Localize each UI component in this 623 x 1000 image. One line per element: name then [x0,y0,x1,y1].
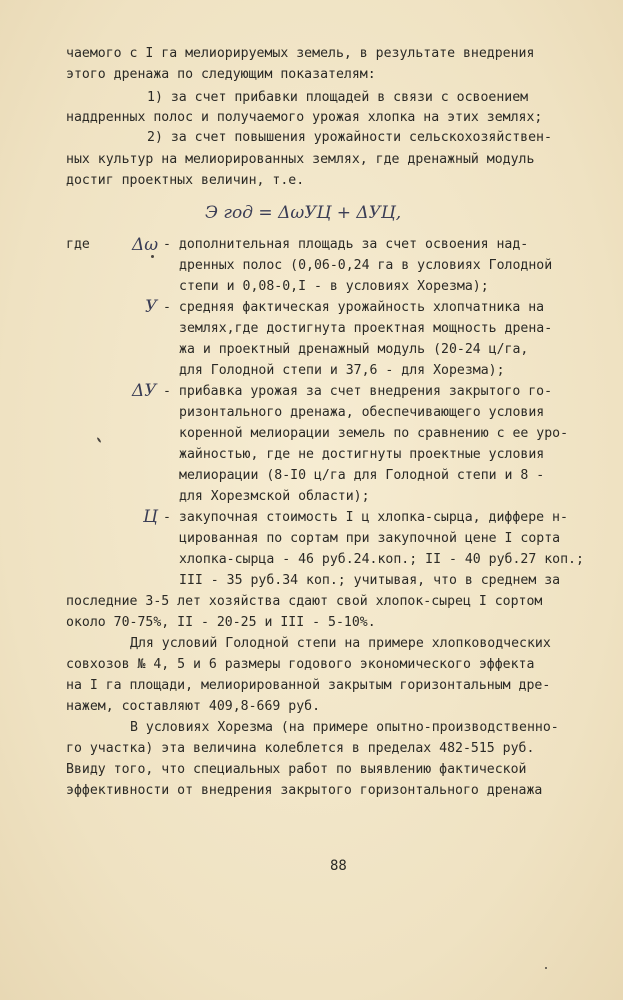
symbol-delta-omega: Δω [132,235,159,255]
definition-line: землях,где достигнута проектная мощность дрена- [179,321,553,336]
symbol-u: У [145,297,158,317]
text-line: В условиях Хорезма (на примере опытно-производственно- [130,720,559,735]
scan-speck [96,437,101,443]
definition-line: степи и 0,08-0,I - в условиях Хорезма); [179,279,489,294]
definition-line: цированная по сортам при закупочной цене I сорта [179,531,561,546]
definition-line: - средняя фактическая урожайность хлопчатника на [163,300,545,315]
text-line: этого дренажа по следующим показателям: [66,67,376,82]
scan-speck [151,255,154,258]
text-line: эффективности от внедрения закрытого горизонтального дренажа [66,783,543,798]
page-number: 88 [330,858,347,874]
text-line: на I га площади, мелиорированной закрытым горизонтальным дре- [66,678,551,693]
text-line: 1) за счет прибавки площадей в связи с освоением [147,90,529,105]
text-line: ных культур на мелиорированных землях, где дренажный модуль [66,152,535,167]
scan-speck [545,967,547,969]
definition-line: - закупочная стоимость I ц хлопка-сырца, диффере н- [163,510,568,525]
text-line: наддренных полос и получаемого урожая хлопка на этих землях; [66,110,543,125]
definition-line: жа и проектный дренажный модуль (20-24 ц/га, [179,342,529,357]
text-line: чаемого с I га мелиорируемых земель, в результате внедрения [66,46,535,61]
symbol-delta-u: ΔУ [132,381,157,401]
definition-line: ризонтального дренажа, обеспечивающего условия [179,405,545,420]
text-line: около 70-75%, II - 20-25 и III - 5-10%. [66,615,376,630]
text-line: Ввиду того, что специальных работ по выявлению фактической [66,762,527,777]
text-line: нажем, составляют 409,8-669 руб. [66,699,321,714]
definition-line: жайностью, где не достигнуты проектные условия [179,447,545,462]
text-line: го участка) эта величина колеблется в пределах 482-515 руб. [66,741,535,756]
text-line: совхозов № 4, 5 и 6 размеры годового экономического эффекта [66,657,535,672]
definition-line: хлопка-сырца - 46 руб.24.коп.; II - 40 руб.27 коп.; [179,552,584,567]
text-line: последние 3-5 лет хозяйства сдают свой хлопок-сырец I сортом [66,594,543,609]
text-line: Для условий Голодной степи на примере хлопководческих [130,636,551,651]
text-line: достиг проектных величин, т.е. [66,173,305,188]
definition-line: - дополнительная площадь за счет освоения над- [163,237,529,252]
definition-line: III - 35 руб.34 коп.; учитывая, что в среднем за [179,573,561,588]
symbol-c: Ц [143,507,158,527]
definition-line: - прибавка урожая за счет внедрения закрытого го- [163,384,553,399]
text-line: 2) за счет повышения урожайности сельскохозяйствен- [147,130,552,145]
definition-line: для Голодной степи и 37,6 - для Хорезма); [179,363,505,378]
where-word: где [66,237,90,252]
definition-line: мелиорации (8-I0 ц/га для Голодной степи и 8 - [179,468,545,483]
definition-line: для Хорезмской области); [179,489,370,504]
definition-line: дренных полос (0,06-0,24 га в условиях Голодной [179,258,553,273]
formula: Э год = ΔωУЦ + ΔУЦ, [205,203,402,223]
definition-line: коренной мелиорации земель по сравнению с ее уро- [179,426,569,441]
